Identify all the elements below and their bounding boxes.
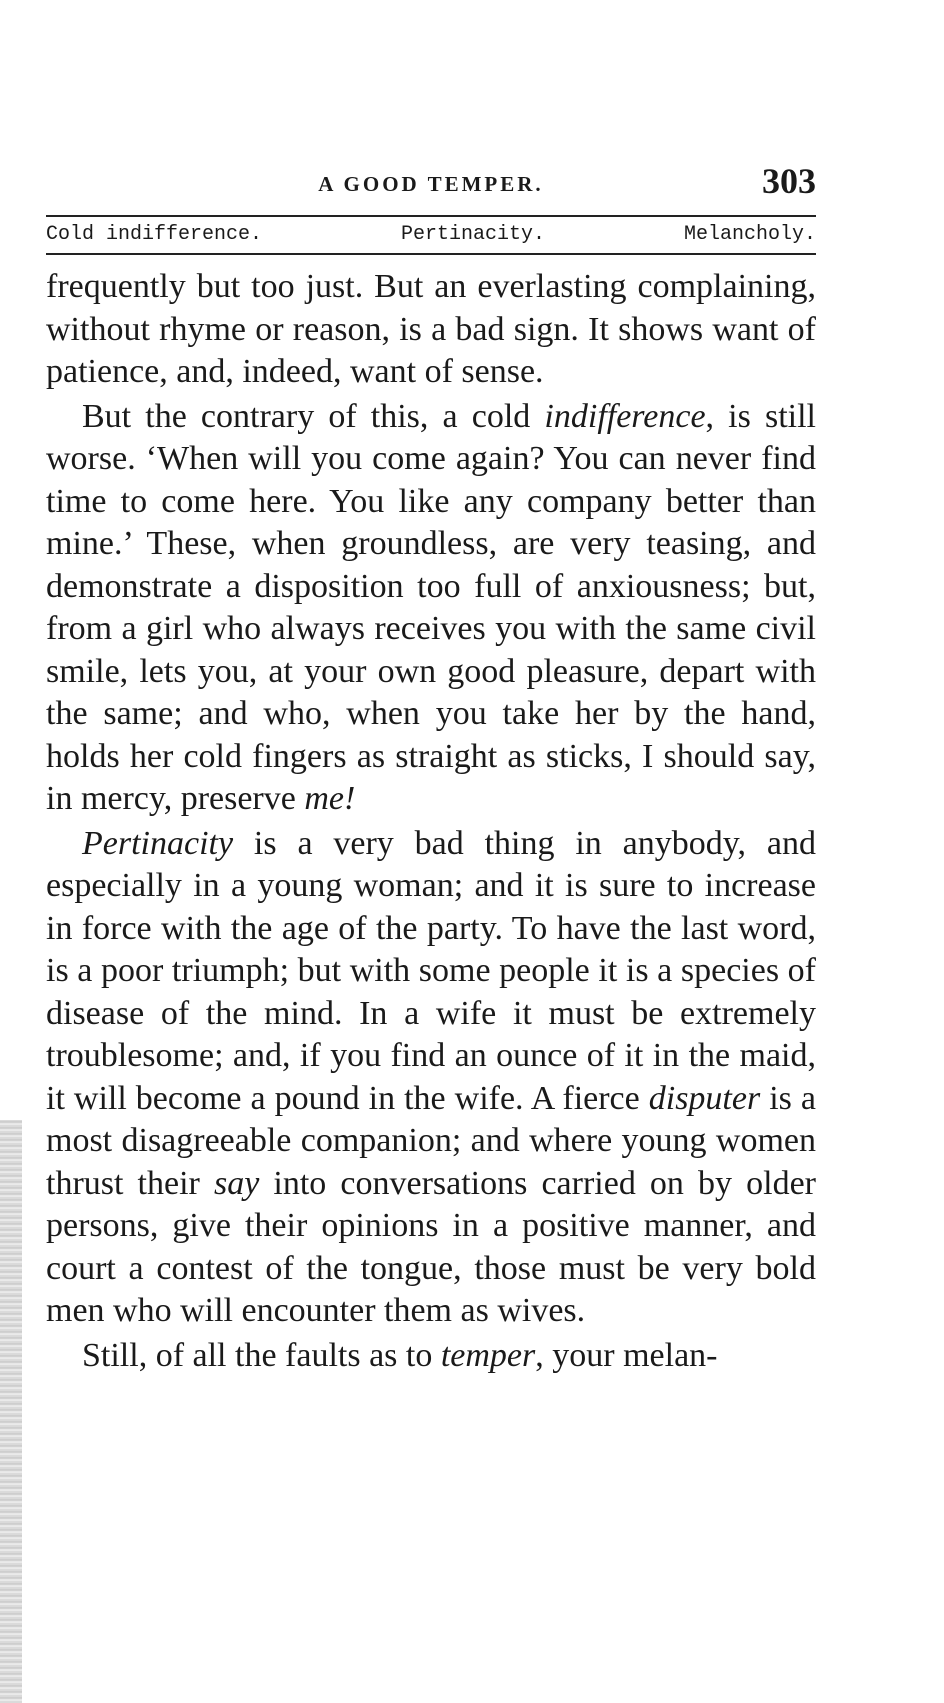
running-head bbox=[46, 160, 816, 210]
paragraph-4 bbox=[46, 1335, 816, 1378]
paragraph-3-text-a: is a very bad thing in anybody, and especially in a young woman; and it is sure to increase in force with the age of the party. To have the last word, is a poor triumph; but with some people it is a species of disease of the mind. In a wife it must be extremely troublesome; and, if you find an ounce of it in the maid, it will become a pound in the wife. A fierce bbox=[46, 824, 816, 1117]
header-rule-bottom bbox=[46, 253, 816, 255]
paragraph-2 bbox=[46, 396, 816, 821]
paragraph-2-emphasis-2: me! bbox=[304, 780, 356, 817]
paragraph-1: frequently but too just. But an everlasting complaining, without rhyme or reason, is a bad sign. It shows want of patience, and, indeed, want of sense. bbox=[46, 268, 816, 390]
paragraph-4-text-a: Still, of all the faults as to bbox=[82, 1336, 441, 1374]
paragraph-3-emphasis-1: Pertinacity bbox=[82, 824, 234, 862]
subhead-right: Melancholy. bbox=[683, 222, 816, 246]
paragraph-3 bbox=[46, 823, 816, 1333]
paragraph-4-emphasis-1: temper bbox=[440, 1336, 536, 1374]
subheads bbox=[46, 218, 816, 250]
subhead-center: Pertinacity. bbox=[400, 222, 546, 246]
paragraph-3-emphasis-3: say bbox=[213, 1164, 260, 1202]
paragraph-3-emphasis-2: disputer bbox=[648, 1079, 761, 1117]
paragraph-2-text-b: , is still worse. ‘When will you come again? You can never find time to come here. You like any company better than mine.’ These, when groundless, are very teasing, and demonstrate a disposition too full of anxiousness; but, from a girl who always receives you with the same civil smile, lets you, at your own good pleasure, depart with the same; and who, when you take her by the hand, holds her cold fingers as straight as sticks, I should say, in mercy, preserve bbox=[46, 397, 816, 817]
paragraph-2-emphasis-1: indifference bbox=[544, 397, 706, 435]
running-title: A GOOD TEMPER. bbox=[318, 172, 544, 196]
paragraph-4-text-b: , your melan- bbox=[535, 1336, 718, 1374]
paragraph-3-text-b: is a most disagreeable companion; and where young women thrust their bbox=[46, 1079, 816, 1202]
paragraph-3-text-c: into conversations carried on by older persons, give their opinions in a positive manner, and court a contest of the tongue, those must be very bold men who will encounter them as wives. bbox=[46, 1164, 816, 1329]
paragraph-2-text-a: But the contrary of this, a cold bbox=[82, 397, 545, 435]
page-edge-shadow bbox=[0, 1120, 22, 1703]
subhead-left: Cold indifference. bbox=[46, 222, 263, 246]
page-number: 303 bbox=[762, 161, 816, 201]
header-rule-top bbox=[46, 215, 816, 217]
body-text bbox=[46, 266, 816, 1379]
